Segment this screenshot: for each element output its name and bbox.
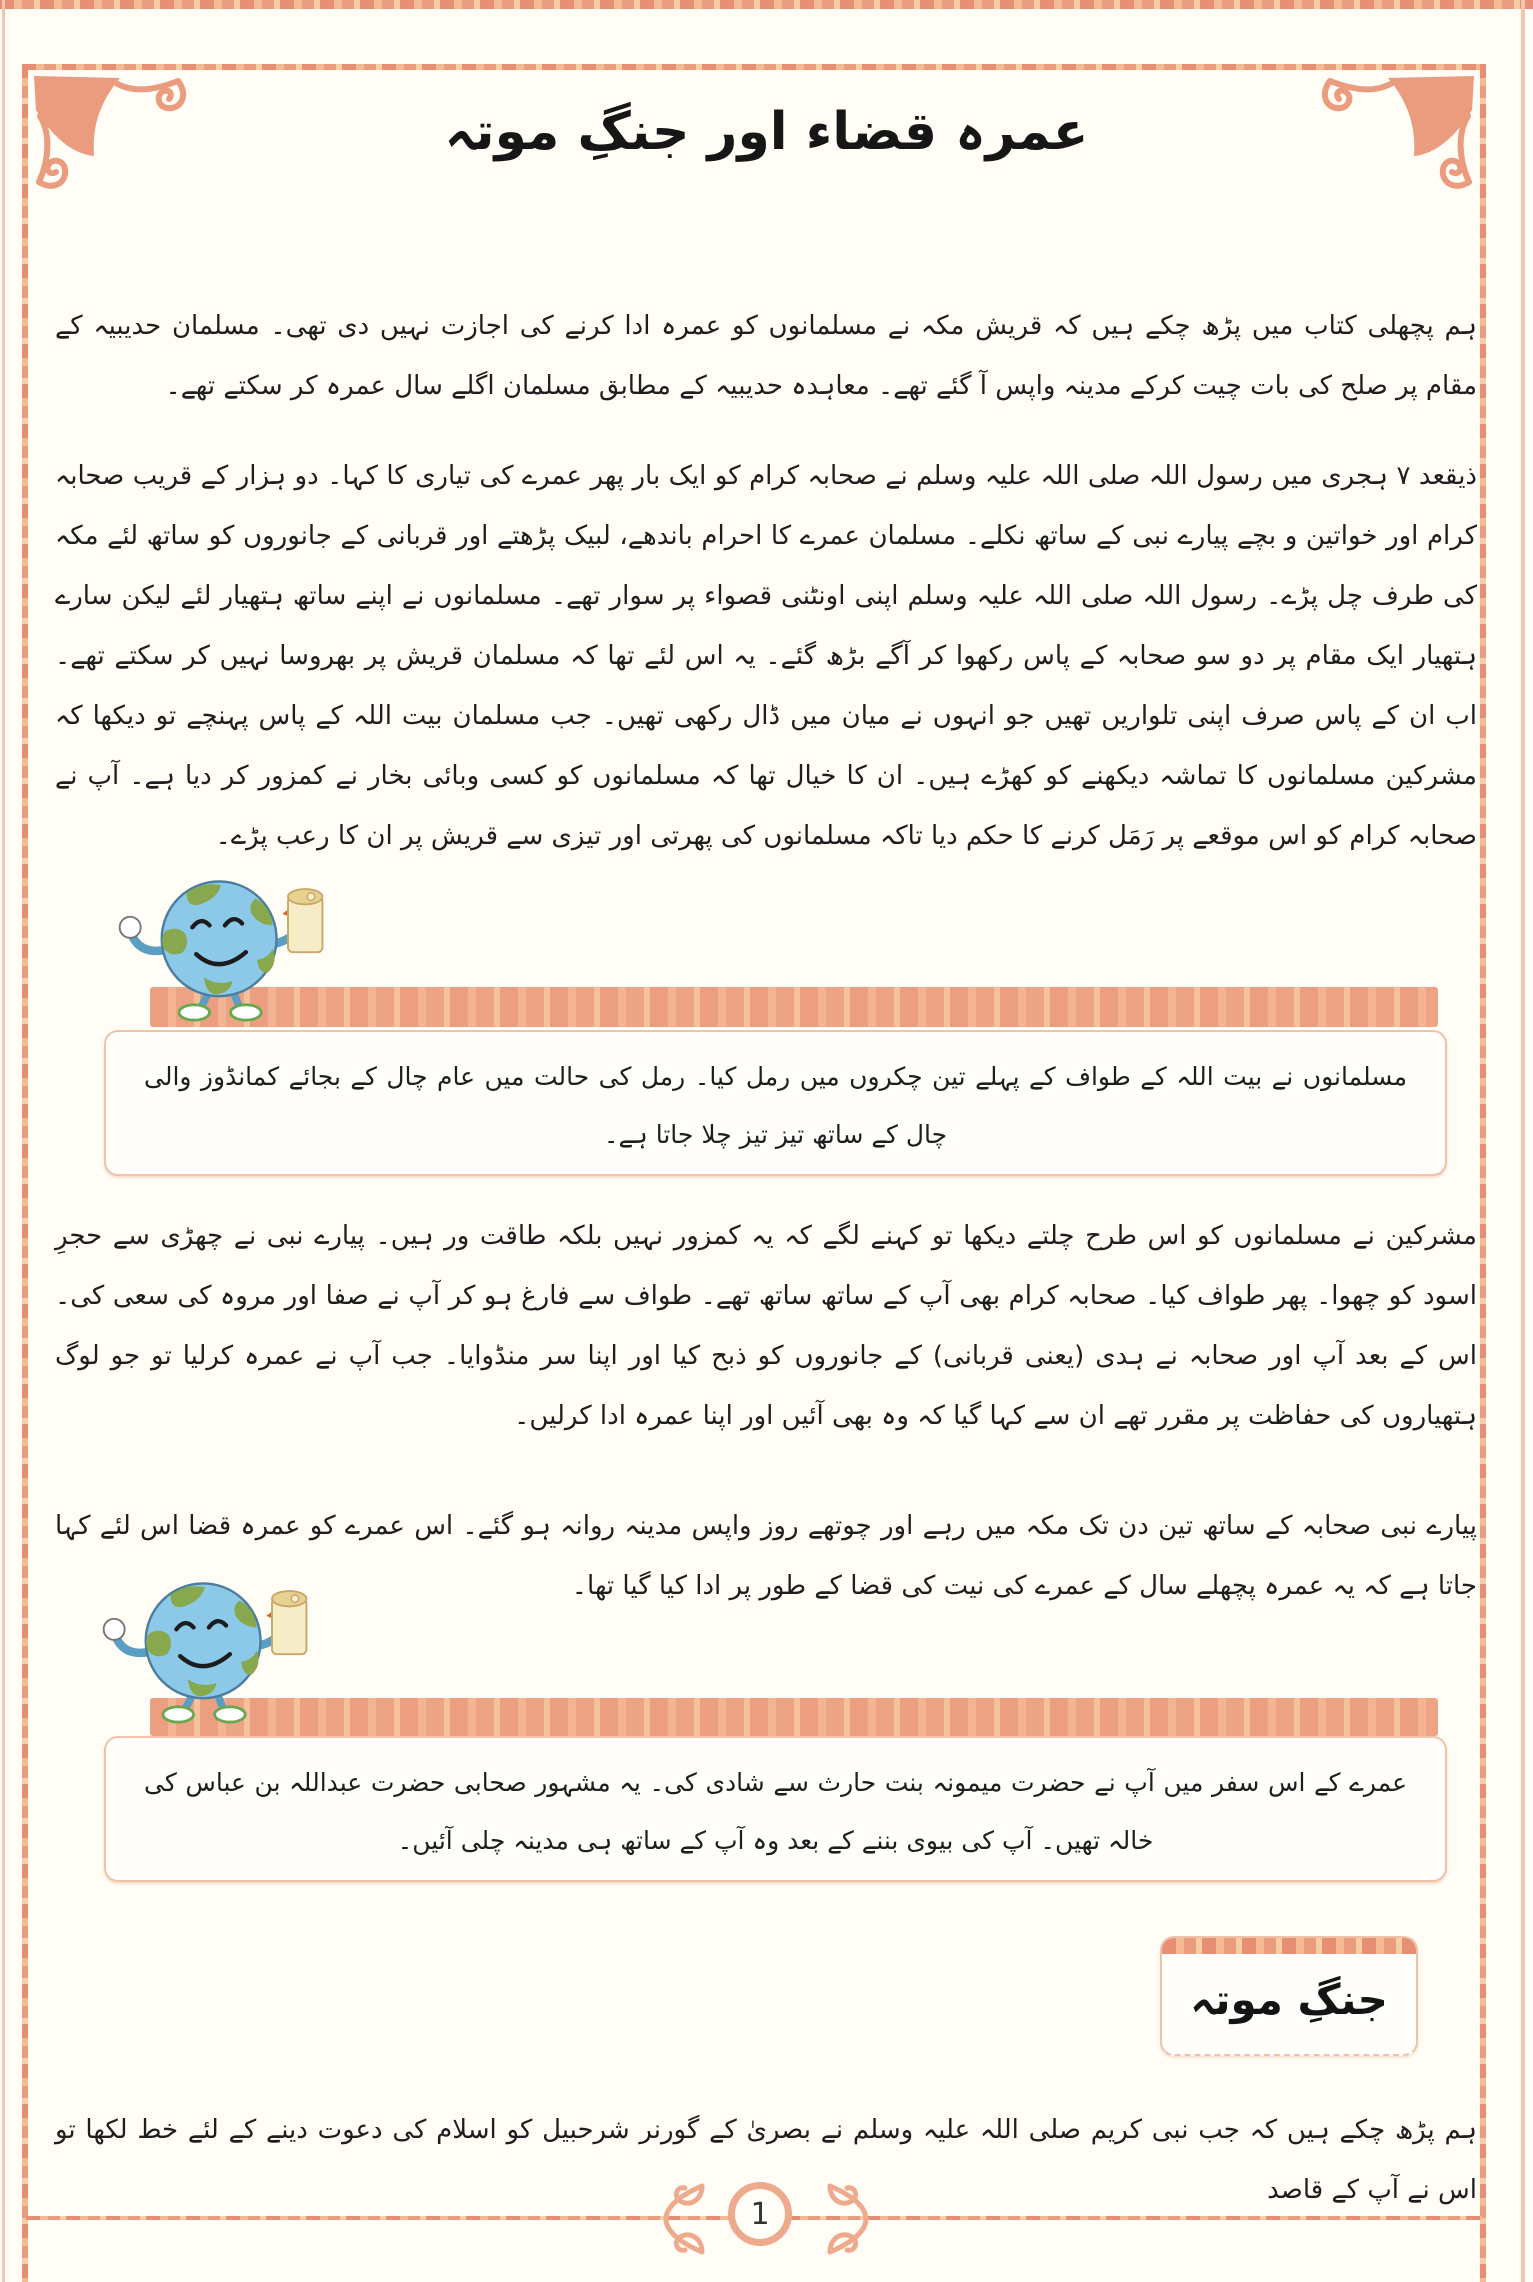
globe-mascot-icon (112, 864, 332, 1027)
page-number: 1 (728, 2182, 792, 2246)
frame-right-border (1480, 64, 1486, 2282)
footer-flourish-icon (648, 2176, 710, 2262)
body-paragraph-3: مشرکین نے مسلمانوں کو اس طرح چلتے دیکھا تو کہنے لگے کہ یہ کمزور نہیں بلکہ طاقت ور ہیں۔ پیارے نبی نے چھڑی سے حجرِ اسود کو چھوا۔ پھر طواف کیا۔ صحابہ کرام بھی آپ کے ساتھ ساتھ تھے۔ طواف سے فارغ ہو کر آپ نے صفا اور مروہ کی سعی کی۔ اس کے بعد آپ اور صحابہ نے ہدی (یعنی قربانی) کے جانوروں کو ذبح کیا اور اپنا سر منڈوایا۔ جب آپ نے عمرہ کرلیا تو جو لوگ ہتھیاروں کی حفاظت پر مقرر تھے ان سے کہا گیا کہ وہ بھی آئیں اور اپنا عمرہ ادا کرلیں۔ (55, 1221, 1477, 1431)
info-banner-strip (150, 987, 1438, 1027)
footer-flourish-icon (822, 2176, 884, 2262)
chapter-title: عمرہ قضاء اور جنگِ موتہ (444, 102, 1089, 162)
left-edge-strip (2, 0, 5, 2282)
body-paragraph-4: پیارے نبی صحابہ کے ساتھ تین دن تک مکہ میں رہے اور چوتھے روز واپس مدینہ روانہ ہو گئے۔ اس عمرے کو عمرہ قضا اس لئے کہا جاتا ہے کہ یہ عمرہ پچھلے سال کے عمرے کی نیت کی قضا کے طور پر ادا کیا گیا تھا۔ (55, 1511, 1477, 1601)
body-paragraph-1: ہم پچھلی کتاب میں پڑھ چکے ہیں کہ قریش مکہ نے مسلمانوں کو عمرہ ادا کرنے کی اجازت نہیں دی تھی۔ مسلمان حدیبیہ کے مقام پر صلح کی بات چیت کرکے مدینہ واپس آ گئے تھے۔ معاہدہ حدیبیہ کے مطابق مسلمان اگلے سال عمرہ کر سکتے تھے۔ (55, 311, 1477, 401)
frame-top-border (22, 64, 1486, 70)
section-heading: جنگِ موتہ (1190, 1974, 1388, 2024)
info-box-ramal: مسلمانوں نے بیت اللہ کے طواف کے پہلے تین چکروں میں رمل کیا۔ رمل کی حالت میں عام چال کے بجائے کمانڈوز والی چال کے ساتھ تیز تیز چلا جاتا ہے۔ (104, 1030, 1447, 1176)
info-banner-strip (150, 1698, 1438, 1736)
body-paragraph-5: ہم پڑھ چکے ہیں کہ جب نبی کریم صلی اللہ علیہ وسلم نے بصریٰ کے گورنر شرحبیل کو اسلام کی دعوت دینے کے لئے خط لکھا تو اس نے آپ کے قاصد (55, 2115, 1477, 2205)
globe-mascot-icon (96, 1566, 316, 1729)
frame-left-border (22, 64, 28, 2282)
section-heading-box (1160, 1936, 1418, 2056)
top-edge-strip (0, 0, 1533, 9)
body-paragraph-2: ذیقعد ۷ ہجری میں رسول اللہ صلی اللہ علیہ وسلم نے صحابہ کرام کو ایک بار پھر عمرے کی تیاری کا کہا۔ دو ہزار کے قریب صحابہ کرام اور خواتین و بچے پیارے نبی کے ساتھ نکلے۔ مسلمان عمرے کا احرام باندھے، لبیک پڑھتے اور قربانی کے جانوروں کو ساتھ لئے مکہ کی طرف چل پڑے۔ رسول اللہ صلی اللہ علیہ وسلم اپنی اونٹنی قصواء پر سوار تھے۔ مسلمانوں نے اپنے ساتھ ہتھیار لئے لیکن سارے ہتھیار ایک مقام پر دو سو صحابہ کے پاس رکھوا کر آگے بڑھ گئے۔ یہ اس لئے تھا کہ مسلمان قریش پر بھروسا نہیں کر سکتے تھے۔ اب ان کے پاس صرف اپنی تلواریں تھیں جو انہوں نے میان میں ڈال رکھی تھیں۔ جب مسلمان بیت اللہ کے پاس پہنچے تو دیکھا کہ مشرکین مسلمانوں کا تماشہ دیکھنے کو کھڑے ہیں۔ ان کا خیال تھا کہ مسلمانوں کو کسی وبائی بخار نے کمزور کر دیا ہے۔ آپ نے صحابہ کرام کو اس موقعے پر رَمَل کرنے کا حکم دیا تاکہ مسلمانوں کی پھرتی اور تیزی سے قریش پر ان کا رعب پڑے۔ (55, 461, 1478, 851)
heading-box-top-bar (1162, 1938, 1416, 1954)
info-box-maimoona: عمرے کے اس سفر میں آپ نے حضرت میمونہ بنت حارث سے شادی کی۔ یہ مشہور صحابی حضرت عبداللہ بن عباس کی خالہ تھیں۔ آپ کی بیوی بننے کے بعد وہ آپ کے ساتھ ہی مدینہ چلی آئیں۔ (104, 1736, 1447, 1882)
right-edge-strip (1521, 0, 1525, 2282)
